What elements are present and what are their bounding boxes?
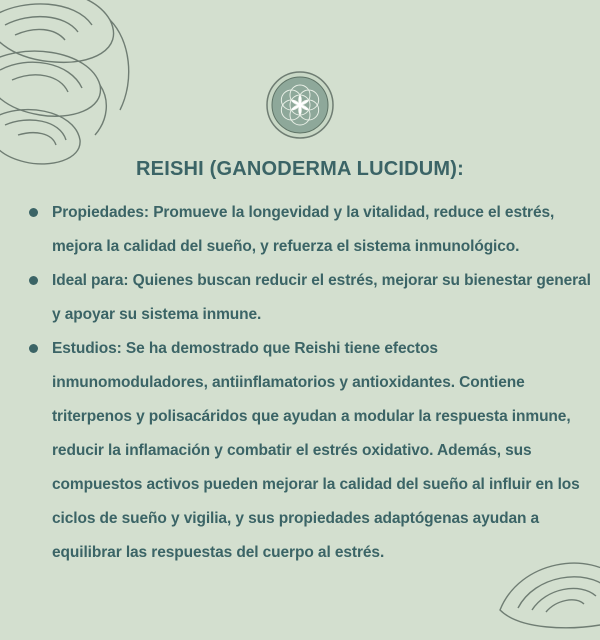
mushroom-line-art-icon <box>0 0 150 180</box>
flower-of-life-icon <box>265 70 335 140</box>
list-item-text: Ideal para: Quienes buscan reducir el estrés, mejorar su bienestar general y apoyar su sistema inmune. <box>52 272 591 323</box>
bullet-icon <box>29 276 38 285</box>
page-title: REISHI (GANODERMA LUCIDUM): <box>136 158 464 180</box>
list-item-text: Estudios: Se ha demostrado que Reishi tiene efectos inmunomoduladores, antiinflamatorios y antioxidantes. Contiene triterpenos y polisacáridos que ayudan a modular la respuesta inmune, reducir la inflamación y combatir el estrés oxidativo. Además, sus compuestos activos pueden mejorar la calidad del sueño al influir en los ciclos de sueño y vigilia, y sus propiedades adaptógenas ayudan a equilibrar las respuestas del cuerpo al estrés. <box>52 340 580 561</box>
list-item-text: Propiedades: Promueve la longevidad y la vitalidad, reduce el estrés, mejora la calidad del sueño, y refuerza el sistema inmunológico. <box>52 204 555 255</box>
list-item-estudios <box>20 332 592 570</box>
list-item-ideal-para <box>20 264 592 332</box>
bullet-icon <box>29 208 38 217</box>
bullet-list <box>20 196 592 570</box>
bullet-icon <box>29 344 38 353</box>
list-item-propiedades <box>20 196 592 264</box>
